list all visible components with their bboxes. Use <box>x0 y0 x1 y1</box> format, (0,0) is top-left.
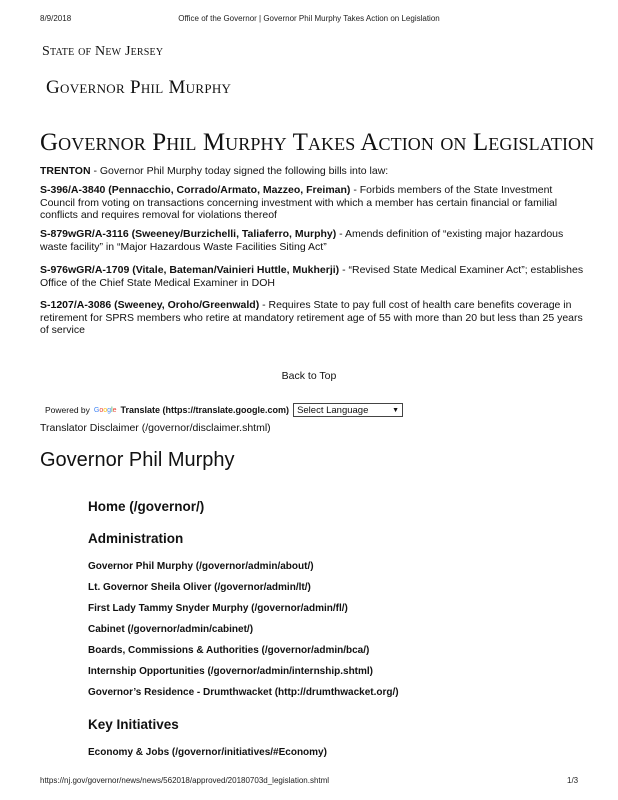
language-select-value: Select Language <box>297 404 369 416</box>
nav-key-initiatives-heading: Key Initiatives <box>88 717 179 732</box>
article-intro <box>40 165 588 178</box>
bill-item <box>40 228 588 253</box>
language-select[interactable] <box>293 403 403 417</box>
translate-widget <box>45 402 403 418</box>
intro-text: - Governor Phil Murphy today signed the following bills into law: <box>90 165 389 177</box>
chevron-down-icon: ▼ <box>392 406 400 414</box>
bill-description: - Forbids members of the State Investment Council from voting on transactions concerning investment with which a member has certain financial or familial conflicts and requires removal for violations thereof <box>40 184 558 222</box>
footer-heading: Governor Phil Murphy <box>40 449 235 471</box>
nav-admin-link[interactable]: Governor Phil Murphy (/governor/admin/about/) <box>88 561 314 572</box>
dateline: TRENTON <box>40 165 91 177</box>
page-title: Governor Phil Murphy Takes Action on Legislation <box>40 129 595 156</box>
print-url: https://nj.gov/governor/news/news/562018/approved/20180703d_legislation.shtml <box>40 776 330 785</box>
translator-disclaimer-link[interactable]: Translator Disclaimer (/governor/disclaimer.shtml) <box>40 422 271 434</box>
nav-admin-link[interactable]: Governor’s Residence - Drumthwacket (http://drumthwacket.org/) <box>88 687 399 698</box>
bill-description: - “Revised State Medical Examiner Act”; establishes Office of the Chief State Medical Examiner in DOH <box>40 264 584 289</box>
bill-id: S-396/A-3840 (Pennacchio, Corrado/Armato, Mazzeo, Freiman) <box>40 184 351 196</box>
print-page-title: Office of the Governor | Governor Phil Murphy Takes Action on Legislation <box>178 14 440 23</box>
bill-id: S-1207/A-3086 (Sweeney, Oroho/Greenwald) <box>40 299 260 311</box>
translate-link[interactable]: Translate (https://translate.google.com) <box>120 405 290 415</box>
state-of-new-jersey-link[interactable]: State of New Jersey <box>42 44 164 59</box>
bill-id: S-976wGR/A-1709 (Vitale, Bateman/Vainieri Huttle, Mukherji) <box>40 264 340 276</box>
nav-administration-heading: Administration <box>88 531 184 546</box>
nav-admin-link[interactable]: Lt. Governor Sheila Oliver (/governor/admin/lt/) <box>88 582 311 593</box>
bill-id: S-879wGR/A-3116 (Sweeney/Burzichelli, Taliaferro, Murphy) <box>40 228 337 240</box>
bill-item <box>40 299 588 337</box>
governor-site-title[interactable]: Governor Phil Murphy <box>46 77 232 98</box>
back-to-top-link[interactable]: Back to Top <box>281 370 337 382</box>
nav-initiative-link[interactable]: Economy & Jobs (/governor/initiatives/#Economy) <box>88 747 327 758</box>
print-date: 8/9/2018 <box>40 14 72 23</box>
nav-admin-link[interactable]: Internship Opportunities (/governor/admin/internship.shtml) <box>88 666 374 677</box>
bill-description: - Amends definition of “existing major hazardous waste facility” in “Major Hazardous Waste Facilities Siting Act” <box>40 228 564 253</box>
powered-by-label: Powered by <box>45 405 90 415</box>
bill-item <box>40 264 588 289</box>
bill-description: - Requires State to pay full cost of health care benefits coverage in retirement for SPRS members who retire at mandatory retirement age of 55 with more than 20 but less than 25 years of service <box>40 299 583 337</box>
nav-home-link[interactable]: Home (/governor/) <box>88 499 205 514</box>
page-number: 1/3 <box>567 776 579 785</box>
nav-admin-link[interactable]: First Lady Tammy Snyder Murphy (/governor/admin/fl/) <box>88 603 348 614</box>
bill-item <box>40 184 588 222</box>
google-logo: Google <box>93 406 117 414</box>
nav-admin-link[interactable]: Cabinet (/governor/admin/cabinet/) <box>88 624 254 635</box>
nav-admin-link[interactable]: Boards, Commissions & Authorities (/governor/admin/bca/) <box>88 645 370 656</box>
